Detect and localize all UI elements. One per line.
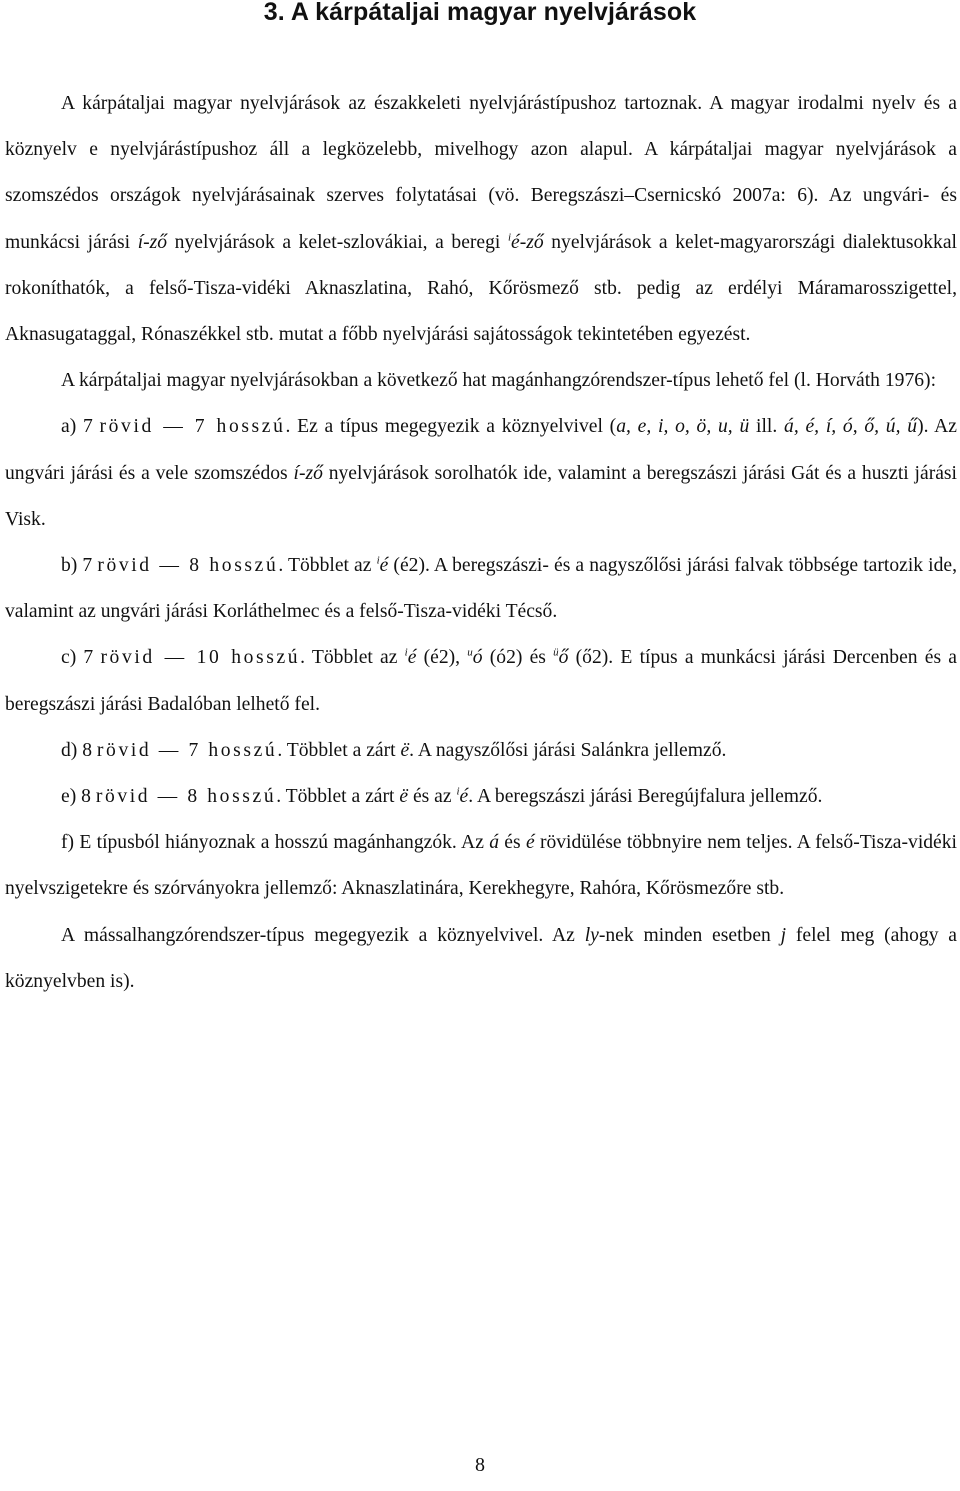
paragraph-type-d [5,728,957,774]
text-run: (ó2) és [482,647,554,669]
superscript: i [404,646,408,659]
text-run: (é2), [416,647,468,669]
text-run: . Többlet a zárt [277,739,401,761]
text-run: és [499,832,526,854]
italic-run: ë [399,786,409,808]
text-run: felel meg (ahogy a köznyelvben is). [5,924,958,992]
spaced-term: rövid — 8 hosszú [95,786,277,808]
text-run: nyelvjárások a kelet-magyarországi dialektusokkal rokoníthatók, a felső-Tisza-vidéki Aknaszlatina, Rahó, Kőrösmező stb. pedig az erdélyi Máramarosszigettel, Aknasugataggal, Rónaszékkel stb. mutat a főbb nyelvjárási sajátosságok tekintetében egyezést. [5,231,957,346]
italic-run: í-ző [137,231,168,253]
italic-run: j [780,924,787,946]
superscript: i [376,554,380,567]
paragraph-type-a [5,404,957,543]
text-run: . Ez a típus megegyezik a köznyelvivel ( [285,416,617,438]
paragraph-type-f [5,820,957,912]
superscript: u [467,646,473,659]
body-text [5,81,957,1005]
text-run: . A beregszászi járási Beregújfalura jellemző. [468,786,823,808]
italic-run: é [525,832,535,854]
paragraph-type-c [5,635,957,727]
italic-run: a, e, i, o, ö, u, ü [616,416,750,438]
type-label: a) 7 [61,416,100,438]
text-run: (é2). A beregszászi- és a nagyszőlősi járási falvak többsége tartozik ide, valamint az ungvári járási Korláthelmec és a felső-Tisza-vidéki Técső. [5,555,957,623]
type-label: c) 7 [61,647,101,669]
text-run: rövidülése többnyire nem teljes. A felső-Tisza-vidéki nyelvszigetekre és szórványokra jellemző: Aknaszlatinára, Kerekhegyre, Rahóra, Kőrösmezőre stb. [5,832,957,900]
paragraph-consonants [5,913,957,1005]
text-run: -nek minden esetben [598,924,781,946]
text-run: A mássalhangzórendszer-típus megegyezik a köznyelvivel. Az [61,924,585,946]
superscript: ü [553,646,559,659]
paragraph-intro [5,81,957,358]
page-number: 8 [475,1454,485,1476]
paragraph-type-b [5,543,957,635]
superscript: i [456,785,460,798]
spaced-term: rövid — 10 hosszú [100,647,301,669]
text-run: . A nagyszőlősi járási Salánkra jellemző. [409,739,727,761]
spaced-term: rövid — 7 hosszú [99,416,286,438]
italic-run: ly [584,924,599,946]
italic-run: á, é, í, ó, ő, ú, ű [784,416,918,438]
type-label: b) 7 [61,555,98,577]
italic-run: á [489,832,499,854]
italic-run: ë [400,739,410,761]
italic-run: í-ző [293,462,323,484]
italic-run: ő [558,647,569,669]
text-run: és az [408,786,457,808]
spaced-term: rövid — 8 hosszú [97,555,279,577]
spaced-term: rövid — 7 hosszú [96,739,278,761]
superscript: i [507,231,512,244]
section-heading: 3. A kárpátaljai magyar nyelvjárások [263,0,697,26]
text-run: ill. [749,416,785,438]
paragraph-type-e [5,774,957,820]
italic-run: é-ző [511,231,544,253]
text-run: (ő2). E típus a munkácsi járási Dercenben és a beregszászi járási Badalóban lelhető fel. [5,647,958,715]
type-label: e) 8 [61,786,96,808]
italic-run: é [379,555,389,577]
text-run: . Többlet az [300,647,405,669]
text-run: nyelvjárások a kelet-szlovákiai, a beregi [167,231,508,253]
text-run: . Többlet az [278,555,377,577]
italic-run: é [459,786,469,808]
text-run: . Többlet a zárt [276,786,400,808]
italic-run: é [407,647,417,669]
text-run: f) E típusból hiányoznak a hosszú magánhangzók. Az [61,832,490,854]
italic-run: ó [472,647,483,669]
paragraph-types-intro: A kárpátaljai magyar nyelvjárásokban a következő hat magánhangzórendszer-típus lehető fel (l. Horváth 1976): [61,370,937,392]
text-run: ). Az ungvári járási és a vele szomszédos [5,416,958,484]
text-run: A kárpátaljai magyar nyelvjárások az északkeleti nyelvjárástípushoz tartoznak. A magyar irodalmi nyelv és a köznyelv e nyelvjárástípushoz áll a legközelebb, mivelhogy azon alapul. A kárpátaljai magyar nyelvjárások a szomszédos országok nyelvjárásainak szerves folytatásai (vö. Beregszászi–Csernicskó 2007a: 6). Az ungvári- és munkácsi járási [5,93,957,253]
text-run: nyelvjárások sorolhatók ide, valamint a beregszászi járási Gát és a huszti járási Visk. [5,462,957,530]
type-label: d) 8 [61,739,97,761]
